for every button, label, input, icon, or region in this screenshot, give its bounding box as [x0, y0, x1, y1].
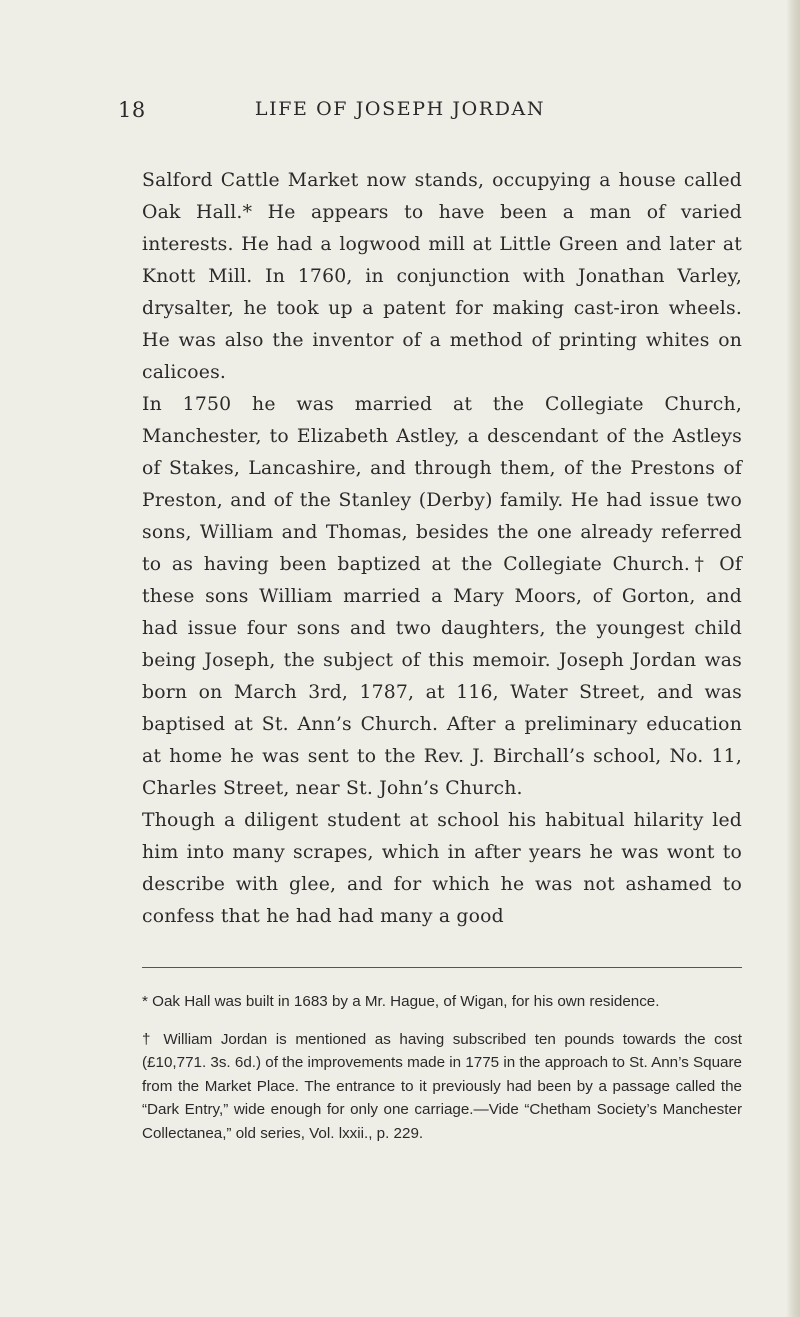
paragraph-3: Though a diligent student at school his habitual hilarity led him into many scrapes, which in after years he was wont to describe with glee, and for which he was not ashamed to confess that he had had many a good — [142, 810, 742, 927]
footnotes — [142, 990, 742, 1159]
footnote-divider — [142, 967, 742, 968]
paragraph-2: In 1750 he was married at the Collegiate Church, Manchester, to Elizabeth Astley, a descendant of the Astleys of Stakes, Lancashire, and through them, of the Prestons of Preston, and of the Stanley (Derby) family. He had issue two sons, William and Thomas, besides the one already referred to as having been baptized at the Collegiate Church.† Of these sons William married a Mary Moors, of Gorton, and had issue four sons and two daughters, the youngest child being Joseph, the subject of this memoir. Joseph Jordan was born on March 3rd, 1787, at 116, Water Street, and was baptised at St. Ann’s Church. After a preliminary education at home he was sent to the Rev. J. Birchall’s school, No. 11, Charles Street, near St. John’s Church. — [142, 394, 742, 799]
footnote-2: † William Jordan is mentioned as having subscribed ten pounds towards the cost (£10,771. 3s. 6d.) of the improvements made in 1775 in the approach to St. Ann’s Square from the Market Place. The entrance to it previously had been by a passage called the “Dark Entry,” wide enough for only one carriage.—Vide “Chetham Society’s Manchester Collectanea,” old series, Vol. lxxii., p. 229. — [142, 1030, 743, 1142]
running-title: LIFE OF JOSEPH JORDAN — [254, 98, 546, 120]
body-text — [142, 165, 742, 933]
footnote-1: * Oak Hall was built in 1683 by a Mr. Hague, of Wigan, for his own residence. — [142, 993, 660, 1010]
page-header — [0, 92, 800, 132]
page-edge-shadow — [786, 0, 800, 1317]
page-number: 18 — [118, 98, 146, 122]
paragraph-1: Salford Cattle Market now stands, occupying a house called Oak Hall.* He appears to have been a man of varied interests. He had a logwood mill at Little Green and later at Knott Mill. In 1760, in conjunction with Jonathan Varley, drysalter, he took up a patent for making cast-iron wheels. He was also the inventor of a method of printing whites on calicoes. — [142, 170, 742, 383]
